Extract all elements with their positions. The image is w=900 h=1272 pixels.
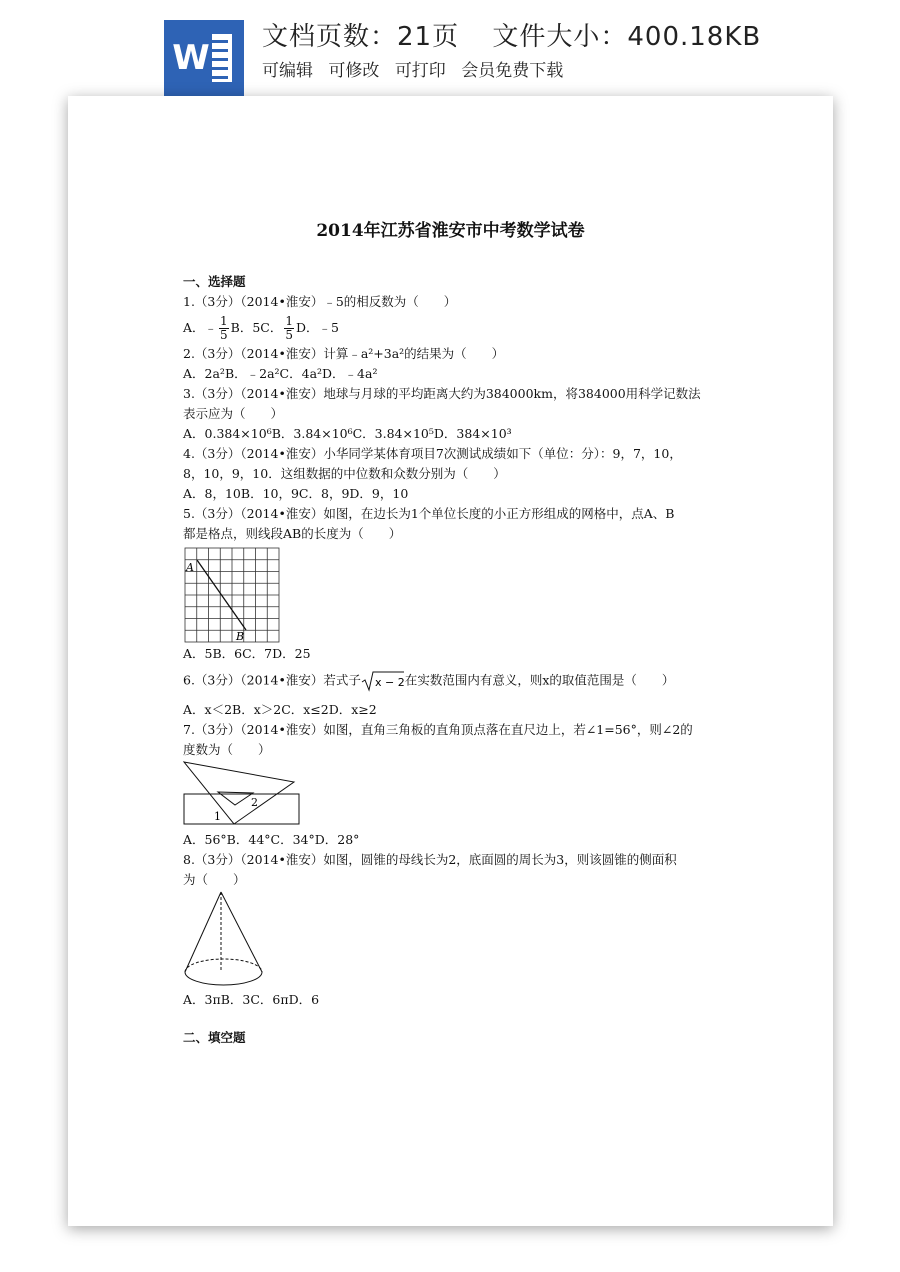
cone-figure xyxy=(183,890,273,990)
question-2: 2.（3分）（2014•淮安）计算﹣a²+3a²的结果为（ ） xyxy=(183,346,505,361)
feature-printable: 可打印 xyxy=(394,61,446,81)
angle-1-label: 1 xyxy=(214,810,221,823)
file-stats xyxy=(262,16,785,53)
question-4-line-2: 8，10，9，10．这组数据的中位数和众数分别为（ ） xyxy=(183,466,506,481)
word-letter: W xyxy=(170,34,212,82)
fraction-one-fifth: $\frac{1}{5}$ xyxy=(285,314,294,342)
angle-2-label: 2 xyxy=(251,796,258,809)
question-7-line-1: 7.（3分）（2014•淮安）如图，直角三角板的直角顶点落在直尺边上，若∠1=56°，则∠2的 xyxy=(183,722,693,737)
feature-editable: 可编辑 xyxy=(262,61,313,81)
question-7-line-2: 度数为（ ） xyxy=(183,742,271,757)
section-heading-fill: 二、填空题 xyxy=(183,1030,246,1045)
svg-text:x − 2: x − 2 xyxy=(374,676,405,689)
feature-list xyxy=(262,56,573,81)
document-title: 2014年江苏省淮安市中考数学试卷 xyxy=(316,221,585,241)
section-heading-choice: 一、选择题 xyxy=(183,274,246,289)
page-count: 文档页数：21页 xyxy=(262,22,460,52)
word-document-icon xyxy=(164,20,244,96)
question-4-options: A．8，10B．10，9C．8，9D．9，10 xyxy=(183,486,409,501)
question-5-options: A．5B．6C．7D．25 xyxy=(183,646,311,661)
feature-member-download: 会员免费下载 xyxy=(461,61,564,81)
question-6-options: A．x＜2B．x＞2C．x≤2D．x≥2 xyxy=(183,702,377,717)
file-info-header xyxy=(0,0,900,100)
question-8-line-2: 为（ ） xyxy=(183,872,246,887)
file-size: 文件大小：400.18KB xyxy=(492,22,762,52)
question-3-line-2: 表示应为（ ） xyxy=(183,406,284,421)
question-7-options: A．56°B．44°C．34°D．28° xyxy=(183,832,360,847)
question-1-options: A．﹣ $\frac{1}{5}$ B．5C． $\frac{1}{5}$ D．﹣5 xyxy=(183,314,339,342)
document-page xyxy=(68,96,833,1226)
question-8-line-1: 8.（3分）（2014•淮安）如图，圆锥的母线长为2，底面圆的周长为3，则该圆锥的侧面积 xyxy=(183,852,677,867)
ruler-rect xyxy=(184,794,299,824)
question-5-line-2: 都是格点，则线段AB的长度为（ ） xyxy=(183,526,402,541)
grid-figure xyxy=(183,544,283,644)
question-3-line-1: 3.（3分）（2014•淮安）地球与月球的平均距离大约为384000km，将384000用科学记数法 xyxy=(183,386,701,401)
point-a-label: A xyxy=(186,561,194,574)
question-6: 6.（3分）（2014•淮安）若式子 x − 2 在实数范围内有意义，则x的取值范围是（ ） xyxy=(183,670,723,692)
question-2-options: A．2a²B．﹣2a²C．4a²D．﹣4a² xyxy=(183,366,378,381)
question-3-options: A．0.384×10⁶B．3.84×10⁶C．3.84×10⁵D．384×10³ xyxy=(183,426,512,441)
triangle-ruler-figure xyxy=(183,760,303,830)
fraction-one-fifth: $\frac{1}{5}$ xyxy=(220,314,228,342)
point-b-label: B xyxy=(236,630,245,643)
feature-modifiable: 可修改 xyxy=(328,61,380,81)
square-root-expression xyxy=(361,670,405,692)
question-8-options: A．3πB．3C．6πD．6 xyxy=(183,992,320,1007)
question-4-line-1: 4.（3分）（2014•淮安）小华同学某体育项目7次测试成绩如下（单位：分）：9，7，10， xyxy=(183,446,682,461)
question-5-line-1: 5.（3分）（2014•淮安）如图，在边长为1个单位长度的小正方形组成的网格中，点A、B xyxy=(183,506,675,521)
document-content xyxy=(183,272,723,1048)
question-1: 1.（3分）（2014•淮安）﹣5的相反数为（ ） xyxy=(183,294,457,309)
